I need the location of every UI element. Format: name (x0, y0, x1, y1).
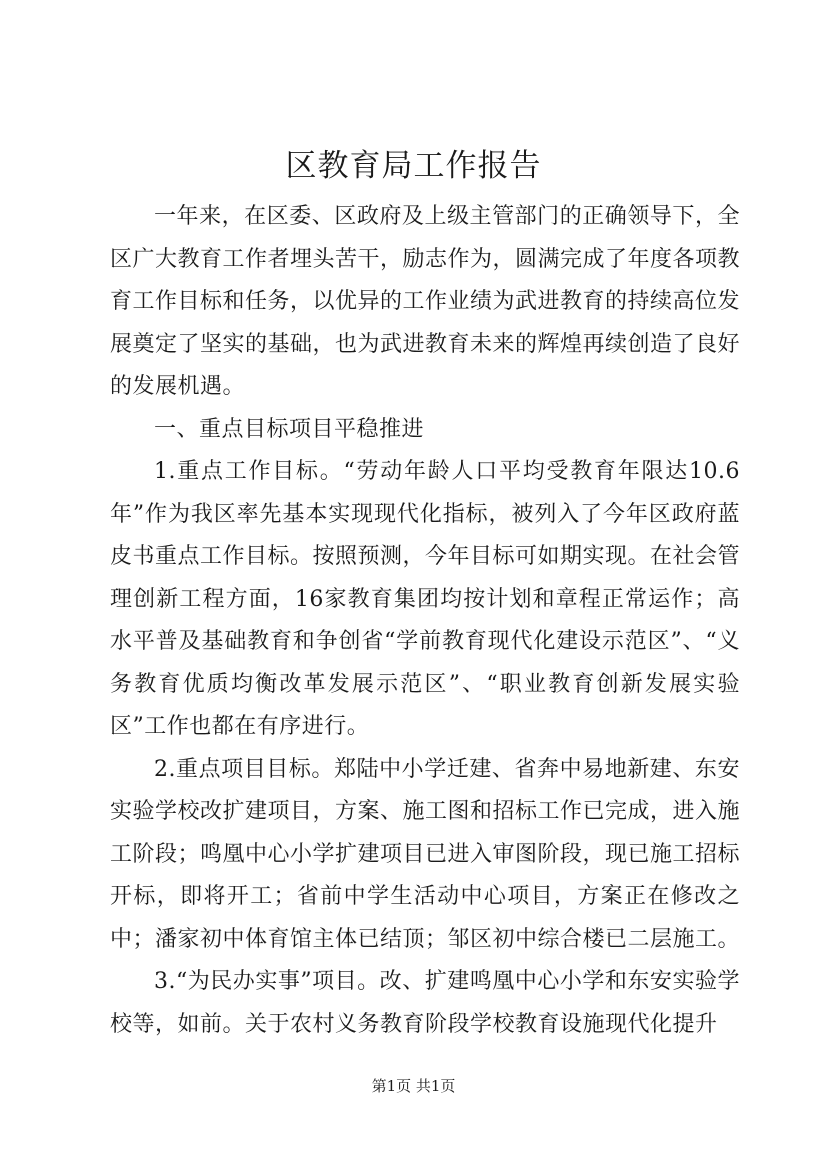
section-heading: 一、重点目标项目平稳推进 (154, 416, 425, 442)
paragraph-public-projects: 3.“为民办实事”项目。改、扩建鸣凰中心小学和东安实验学校等，如前。关于农村义务教育阶段学校教育设施现代化提升 (110, 969, 740, 1037)
document-title: 区教育局工作报告 (285, 148, 542, 184)
page-number-footer: 第1页 共1页 (371, 1077, 456, 1095)
document-body (110, 196, 740, 1046)
paragraph-intro: 一年来，在区委、区政府及上级主管部门的正确领导下，全区广大教育工作者埋头苦干，励志作为，圆满完成了年度各项教育工作目标和任务，以优异的工作业绩为武进教育的持续高位发展奠定了坚实的基础，也为武进教育未来的辉煌再续创造了良好的发展机遇。 (110, 204, 741, 399)
paragraph-key-work-targets: 1.重点工作目标。“劳动年龄人口平均受教育年限达10.6年”作为我区率先基本实现现代化指标，被列入了今年区政府蓝皮书重点工作目标。按照预测，今年目标可如期实现。在社会管理创新工程方面，16家教育集团均按计划和章程正常运作；高水平普及基础教育和争创省“学前教育现代化建设示范区”、“义务教育优质均衡改革发展示范区”、“职业教育创新发展实验区”工作也都在有序进行。 (110, 459, 741, 739)
paragraph-key-project-targets: 2.重点项目目标。郑陆中小学迁建、省奔中易地新建、东安实验学校改扩建项目，方案、施工图和招标工作已完成，进入施工阶段；鸣凰中心小学扩建项目已进入审图阶段，现已施工招标开标，即将开工；省前中学生活动中心项目，方案正在修改之中；潘家初中体育馆主体已结顶；邹区初中综合楼已二层施工。 (110, 756, 741, 952)
